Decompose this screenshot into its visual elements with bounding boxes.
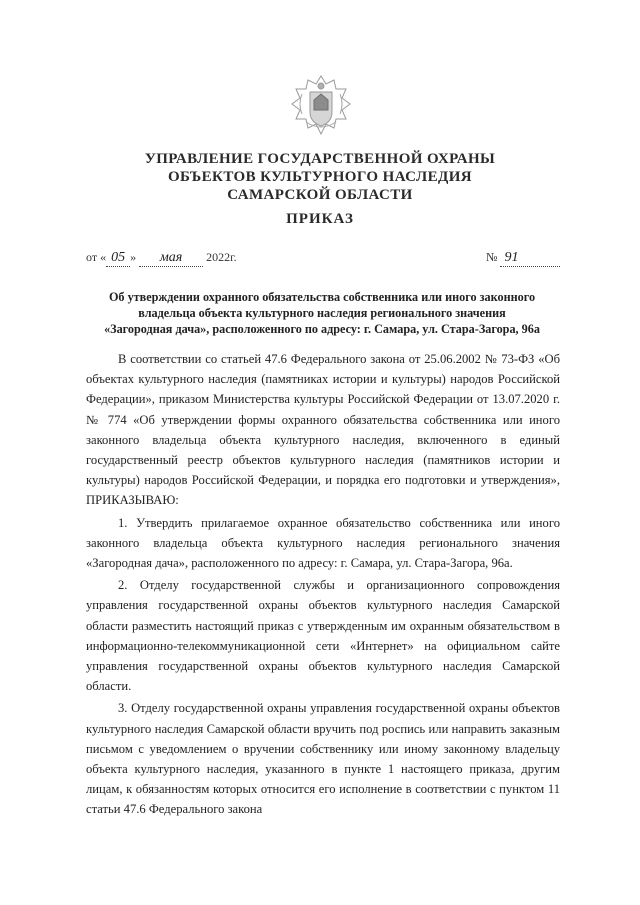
header-line-3: САМАРСКОЙ ОБЛАСТИ (227, 187, 413, 203)
number-prefix: № (486, 250, 498, 264)
subject-line-2: владельца объекта культурного наследия регионального значения (138, 306, 506, 320)
organization-header (60, 150, 580, 204)
order-subject (80, 289, 564, 337)
order-body (86, 349, 560, 820)
order-number (486, 250, 560, 267)
date-prefix: от « (86, 250, 107, 264)
date-year: 2022г. (206, 250, 237, 264)
clause-1: 1. Утвердить прилагаемое охранное обязательство собственника или иного законного владельца объекта культурного наследия регионального значения «Загородная дача», расположенного по адресу: г. Самара, ул. Стара-Загора, 96а. (86, 515, 560, 571)
clause-3: 3. Отделу государственной охраны управления государственной охраны объектов культурного наследия Самарской области вручить под роспись или направить заказным письмом с уведомлением о вручении собственнику или иному законному владельцу объекта культурного наследия, указанного в пункте 1 настоящего приказа, другим лицам, к обязанностям которых относится его исполнение в соответствии с пунктом 11 статьи 47.6 Федерального закона (86, 701, 560, 817)
header-line-2: ОБЪЕКТОВ КУЛЬТУРНОГО НАСЛЕДИЯ (167, 169, 473, 185)
header-line-1: УПРАВЛЕНИЕ ГОСУДАРСТВЕННОЙ ОХРАНЫ (144, 151, 496, 167)
date-mid: » (130, 250, 137, 264)
clause-2: 2. Отделу государственной службы и организационного сопровождения управления государственной охраны объектов культурного наследия Самарской области разместить настоящий приказ с утвержденным им охранным обязательством в информационно-телекоммуникационной сети «Интернет» на официальном сайте управления государственной охраны объектов культурного наследия Самарской области. (86, 578, 560, 694)
preamble-paragraph: В соответствии со статьей 47.6 Федерального закона от 25.06.2002 № 73-ФЗ «Об объектах культурного наследия (памятниках истории и культуры) народов Российской Федерации», приказом Министерства культуры Российской Федерации от 13.07.2020 г. № 774 «Об утверждении формы охранного обязательства собственника или иного законного владельца объекта культурного наследия, включенного в единый государственный реестр объектов культурного наследия (памятников истории и культуры) народов Российской Федерации, и порядка его подготовки и утверждения», ПРИКАЗЫВАЮ: (86, 352, 560, 508)
date-day: 05 (106, 250, 130, 267)
order-date (86, 250, 237, 267)
date-month: мая (139, 250, 203, 267)
coat-of-arms-icon (286, 72, 356, 142)
subject-line-3: «Загородная дача», расположенного по адресу: г. Самара, ул. Стара-Загора, 96а (104, 322, 540, 336)
order-title: ПРИКАЗ (286, 211, 354, 227)
number-value: 91 (500, 250, 560, 267)
subject-line-1: Об утверждении охранного обязательства собственника или иного законного (108, 290, 536, 304)
